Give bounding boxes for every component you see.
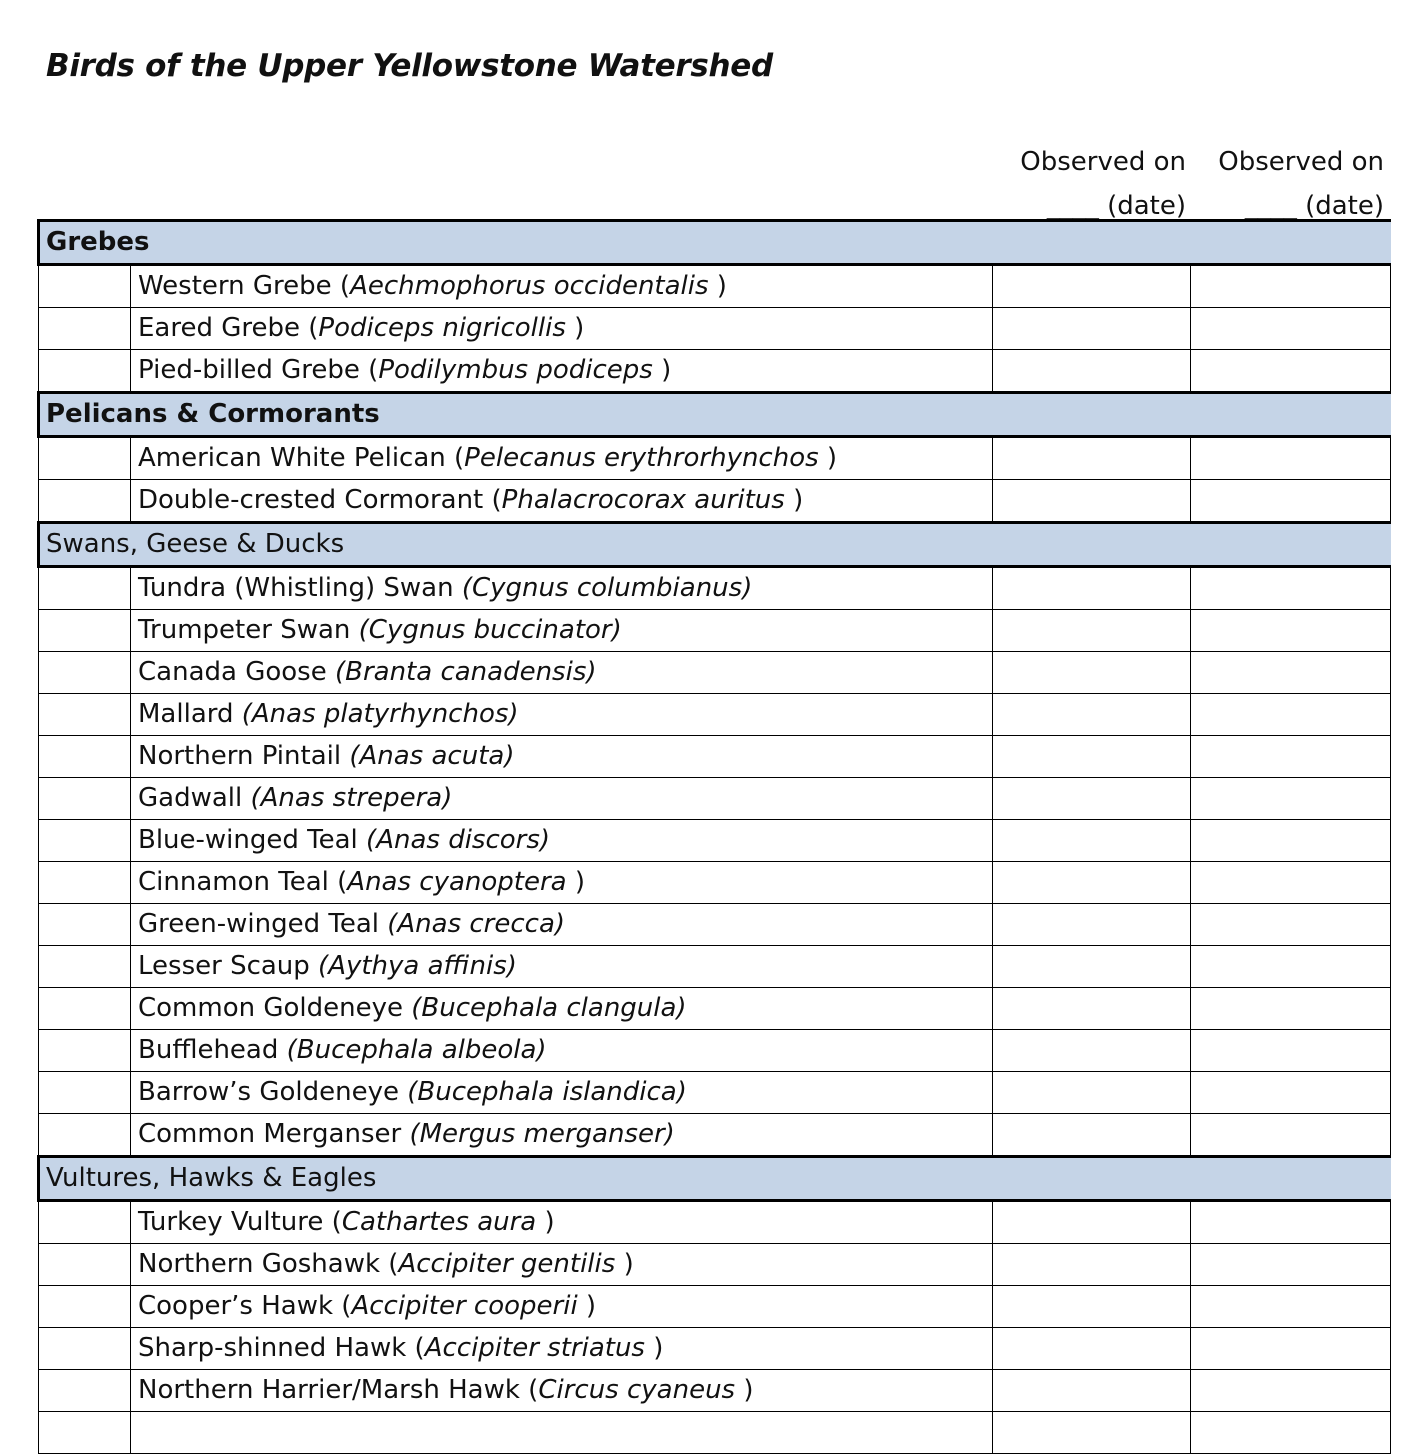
- scientific-name: Cathartes aura: [341, 1207, 537, 1237]
- column-header-line1: Observed on: [1218, 147, 1384, 177]
- bird-row: [39, 946, 1391, 988]
- bird-row: [39, 567, 1391, 610]
- closing-paren: ): [536, 1207, 555, 1237]
- observed-date-cell-2[interactable]: [1191, 946, 1391, 988]
- scientific-name: (Cygnus columbianus): [461, 573, 753, 603]
- bird-checklist-table: [37, 219, 1391, 1454]
- observed-date-cell-1[interactable]: [993, 1244, 1191, 1286]
- bird-row: [39, 1030, 1391, 1072]
- bird-row: [39, 265, 1391, 308]
- bird-name-cell: [131, 1072, 993, 1114]
- common-name: Barrow’s Goldeneye: [138, 1077, 408, 1107]
- common-name: Northern Harrier/Marsh Hawk (: [138, 1375, 539, 1405]
- bird-name-cell: [131, 1030, 993, 1072]
- checkbox-cell[interactable]: [39, 862, 131, 904]
- bird-row: [39, 1201, 1391, 1244]
- observed-date-cell-1[interactable]: [993, 437, 1191, 480]
- common-name: Sharp-shinned Hawk (: [138, 1333, 425, 1363]
- observed-date-cell-1[interactable]: [993, 862, 1191, 904]
- common-name: Cinnamon Teal (: [138, 867, 348, 897]
- bird-row: [39, 778, 1391, 820]
- scientific-name: Accipiter cooperii: [351, 1291, 578, 1321]
- bird-name-cell: [131, 480, 993, 523]
- common-name: Western Grebe (: [138, 271, 351, 301]
- closing-paren: ): [818, 443, 838, 473]
- closing-paren: ): [565, 313, 585, 343]
- checkbox-cell[interactable]: [39, 1412, 131, 1454]
- bird-name-cell: [131, 1244, 993, 1286]
- observed-date-cell-1[interactable]: [993, 350, 1191, 393]
- checkbox-cell[interactable]: [39, 1072, 131, 1114]
- bird-name-cell: [131, 1412, 993, 1454]
- checkbox-cell[interactable]: [39, 946, 131, 988]
- observed-date-cell-2[interactable]: [1191, 1030, 1391, 1072]
- observed-date-cell-1[interactable]: [993, 1114, 1191, 1157]
- observed-date-cell-2[interactable]: [1191, 480, 1391, 523]
- bird-name-cell: [131, 652, 993, 694]
- common-name: Northern Goshawk (: [138, 1249, 399, 1279]
- bird-name-cell: [131, 862, 993, 904]
- observed-date-cell-2[interactable]: [1191, 308, 1391, 350]
- common-name: Blue-winged Teal: [138, 825, 367, 855]
- observed-date-cell-2[interactable]: [1191, 350, 1391, 393]
- checkbox-cell[interactable]: [39, 820, 131, 862]
- checkbox-cell[interactable]: [39, 1201, 131, 1244]
- observed-date-cell-1[interactable]: [993, 1030, 1191, 1072]
- page-title: Birds of the Upper Yellowstone Watershed: [46, 48, 773, 84]
- scientific-name: Aechmophorus occidentalis: [350, 271, 709, 301]
- scientific-name: Phalacrocorax auritus: [501, 485, 785, 515]
- column-header-line1: Observed on: [1020, 147, 1186, 177]
- observed-date-cell-2[interactable]: [1191, 265, 1391, 308]
- checkbox-cell[interactable]: [39, 1370, 131, 1412]
- bird-row: [39, 308, 1391, 350]
- checkbox-cell[interactable]: [39, 778, 131, 820]
- common-name: Double-crested Cormorant (: [138, 485, 502, 515]
- bird-row: [39, 480, 1391, 523]
- observed-date-cell-2[interactable]: [1191, 1114, 1391, 1157]
- checkbox-cell[interactable]: [39, 694, 131, 736]
- category-row: [39, 1157, 1391, 1201]
- checkbox-cell[interactable]: [39, 308, 131, 350]
- bird-name-cell: [131, 1114, 993, 1157]
- bird-name-cell: [131, 350, 993, 393]
- observed-date-cell-1[interactable]: [993, 1328, 1191, 1370]
- checkbox-cell[interactable]: [39, 1030, 131, 1072]
- checkbox-cell[interactable]: [39, 265, 131, 308]
- observed-date-cell-1[interactable]: [993, 946, 1191, 988]
- checkbox-cell[interactable]: [39, 1114, 131, 1157]
- category-row: [39, 221, 1391, 265]
- closing-paren: ): [735, 1375, 754, 1405]
- observed-date-cell-2[interactable]: [1191, 904, 1391, 946]
- closing-paren: ): [566, 867, 586, 897]
- checkbox-cell[interactable]: [39, 1286, 131, 1328]
- checkbox-cell[interactable]: [39, 437, 131, 480]
- scientific-name: (Cygnus buccinator): [358, 615, 622, 645]
- checkbox-cell[interactable]: [39, 1328, 131, 1370]
- observed-date-cell-2[interactable]: [1191, 1072, 1391, 1114]
- observed-date-cell-1[interactable]: [993, 1370, 1191, 1412]
- checkbox-cell[interactable]: [39, 567, 131, 610]
- bird-name-cell: [131, 1201, 993, 1244]
- bird-name-cell: [131, 437, 993, 480]
- common-name: Lesser Scaup: [138, 951, 319, 981]
- column-header-observed-2: [1188, 140, 1384, 228]
- observed-date-cell-2[interactable]: [1191, 567, 1391, 610]
- category-row: [39, 393, 1391, 437]
- observed-date-cell-2[interactable]: [1191, 820, 1391, 862]
- observed-date-cell-2[interactable]: [1191, 778, 1391, 820]
- observed-date-cell-2[interactable]: [1191, 437, 1391, 480]
- bird-name-cell: [131, 1370, 993, 1412]
- scientific-name: (Bucephala albeola): [286, 1035, 547, 1065]
- common-name: Gadwall: [138, 783, 251, 813]
- common-name: Cooper’s Hawk (: [138, 1291, 352, 1321]
- bird-row: [39, 1412, 1391, 1454]
- checkbox-cell[interactable]: [39, 610, 131, 652]
- closing-paren: ): [577, 1291, 597, 1321]
- common-name: Turkey Vulture (: [138, 1207, 342, 1237]
- bird-name-cell: [131, 778, 993, 820]
- common-name: Green-winged Teal: [138, 909, 388, 939]
- closing-paren: ): [652, 355, 672, 385]
- common-name: Eared Grebe (: [138, 313, 319, 343]
- bird-row: [39, 437, 1391, 480]
- common-name: Common Merganser: [138, 1119, 410, 1149]
- column-header-line2: ____ (date): [1046, 191, 1186, 221]
- observed-date-cell-2[interactable]: [1191, 610, 1391, 652]
- bird-name-cell: [131, 265, 993, 308]
- checkbox-cell[interactable]: [39, 736, 131, 778]
- category-label: Grebes: [39, 221, 1391, 265]
- bird-row: [39, 1328, 1391, 1370]
- observed-date-cell-1[interactable]: [993, 778, 1191, 820]
- bird-name-cell: [131, 820, 993, 862]
- scientific-name: Pelecanus erythrorhynchos: [464, 443, 819, 473]
- bird-row: [39, 1370, 1391, 1412]
- bird-row: [39, 652, 1391, 694]
- bird-name-cell: [131, 308, 993, 350]
- bird-row: [39, 862, 1391, 904]
- scientific-name: (Anas strepera): [250, 783, 453, 813]
- scientific-name: (Aythya affinis): [318, 951, 517, 981]
- bird-row: [39, 350, 1391, 393]
- category-label: Swans, Geese & Ducks: [39, 523, 1391, 567]
- observed-date-cell-1[interactable]: [993, 567, 1191, 610]
- bird-row: [39, 610, 1391, 652]
- observed-date-cell-1[interactable]: [993, 1201, 1191, 1244]
- observed-date-cell-1[interactable]: [993, 988, 1191, 1030]
- observed-date-cell-1[interactable]: [993, 1412, 1191, 1454]
- bird-row: [39, 1286, 1391, 1328]
- observed-date-cell-2[interactable]: [1191, 736, 1391, 778]
- observed-date-cell-2[interactable]: [1191, 1201, 1391, 1244]
- bird-name-cell: [131, 988, 993, 1030]
- bird-row: [39, 1244, 1391, 1286]
- common-name: Pied-billed Grebe (: [138, 355, 379, 385]
- bird-row: [39, 820, 1391, 862]
- observed-date-cell-2[interactable]: [1191, 694, 1391, 736]
- common-name: American White Pelican (: [138, 443, 465, 473]
- bird-row: [39, 1072, 1391, 1114]
- bird-row: [39, 736, 1391, 778]
- column-header-line2: ____ (date): [1244, 191, 1384, 221]
- closing-paren: ): [644, 1333, 664, 1363]
- observed-date-cell-1[interactable]: [993, 736, 1191, 778]
- scientific-name: (Anas crecca): [387, 909, 566, 939]
- observed-date-cell-1[interactable]: [993, 1072, 1191, 1114]
- scientific-name: (Anas platyrhynchos): [241, 699, 519, 729]
- observed-date-cell-1[interactable]: [993, 308, 1191, 350]
- observed-date-cell-2[interactable]: [1191, 1370, 1391, 1412]
- observed-date-cell-1[interactable]: [993, 610, 1191, 652]
- bird-row: [39, 1114, 1391, 1157]
- scientific-name: (Bucephala clangula): [411, 993, 687, 1023]
- common-name: Canada Goose: [138, 657, 335, 687]
- bird-name-cell: [131, 1286, 993, 1328]
- bird-name-cell: [131, 1328, 993, 1370]
- observed-date-cell-1[interactable]: [993, 1286, 1191, 1328]
- scientific-name: (Branta canadensis): [334, 657, 597, 687]
- checkbox-cell[interactable]: [39, 350, 131, 393]
- observed-date-cell-1[interactable]: [993, 652, 1191, 694]
- scientific-name: (Anas discors): [366, 825, 551, 855]
- scientific-name: (Mergus merganser): [409, 1119, 675, 1149]
- checkbox-cell[interactable]: [39, 988, 131, 1030]
- bird-name-cell: [131, 946, 993, 988]
- category-row: [39, 523, 1391, 567]
- common-name: Common Goldeneye: [138, 993, 412, 1023]
- scientific-name: (Anas acuta): [349, 741, 515, 771]
- bird-row: [39, 988, 1391, 1030]
- closing-paren: ): [615, 1249, 634, 1279]
- bird-row: [39, 904, 1391, 946]
- checkbox-cell[interactable]: [39, 652, 131, 694]
- observed-date-cell-2[interactable]: [1191, 1244, 1391, 1286]
- common-name: Trumpeter Swan: [138, 615, 359, 645]
- bird-name-cell: [131, 567, 993, 610]
- category-label: Vultures, Hawks & Eagles: [39, 1157, 1391, 1201]
- bird-name-cell: [131, 736, 993, 778]
- common-name: Tundra (Whistling) Swan: [138, 573, 462, 603]
- observed-date-cell-2[interactable]: [1191, 1286, 1391, 1328]
- checkbox-cell[interactable]: [39, 1244, 131, 1286]
- scientific-name: Circus cyaneus: [538, 1375, 736, 1405]
- observed-date-cell-2[interactable]: [1191, 652, 1391, 694]
- bird-name-cell: [131, 694, 993, 736]
- observed-date-cell-1[interactable]: [993, 480, 1191, 523]
- observed-date-cell-2[interactable]: [1191, 862, 1391, 904]
- checkbox-cell[interactable]: [39, 480, 131, 523]
- closing-paren: ): [708, 271, 727, 301]
- observed-date-cell-2[interactable]: [1191, 1412, 1391, 1454]
- scientific-name: Anas cyanoptera: [347, 867, 567, 897]
- category-label: Pelicans & Cormorants: [39, 393, 1391, 437]
- common-name: Bufflehead: [138, 1035, 287, 1065]
- common-name: Mallard: [138, 699, 242, 729]
- column-header-observed-1: [990, 140, 1186, 228]
- scientific-name: Podilymbus podiceps: [378, 355, 653, 385]
- bird-row: [39, 694, 1391, 736]
- bird-name-cell: [131, 904, 993, 946]
- observed-date-cell-2[interactable]: [1191, 988, 1391, 1030]
- checkbox-cell[interactable]: [39, 904, 131, 946]
- bird-name-cell: [131, 610, 993, 652]
- observed-date-cell-1[interactable]: [993, 820, 1191, 862]
- observed-date-cell-1[interactable]: [993, 265, 1191, 308]
- scientific-name: (Bucephala islandica): [407, 1077, 687, 1107]
- common-name: Northern Pintail: [138, 741, 350, 771]
- scientific-name: Podiceps nigricollis: [318, 313, 566, 343]
- observed-date-cell-1[interactable]: [993, 694, 1191, 736]
- scientific-name: Accipiter striatus: [424, 1333, 645, 1363]
- observed-date-cell-1[interactable]: [993, 904, 1191, 946]
- observed-date-cell-2[interactable]: [1191, 1328, 1391, 1370]
- scientific-name: Accipiter gentilis: [398, 1249, 616, 1279]
- closing-paren: ): [784, 485, 804, 515]
